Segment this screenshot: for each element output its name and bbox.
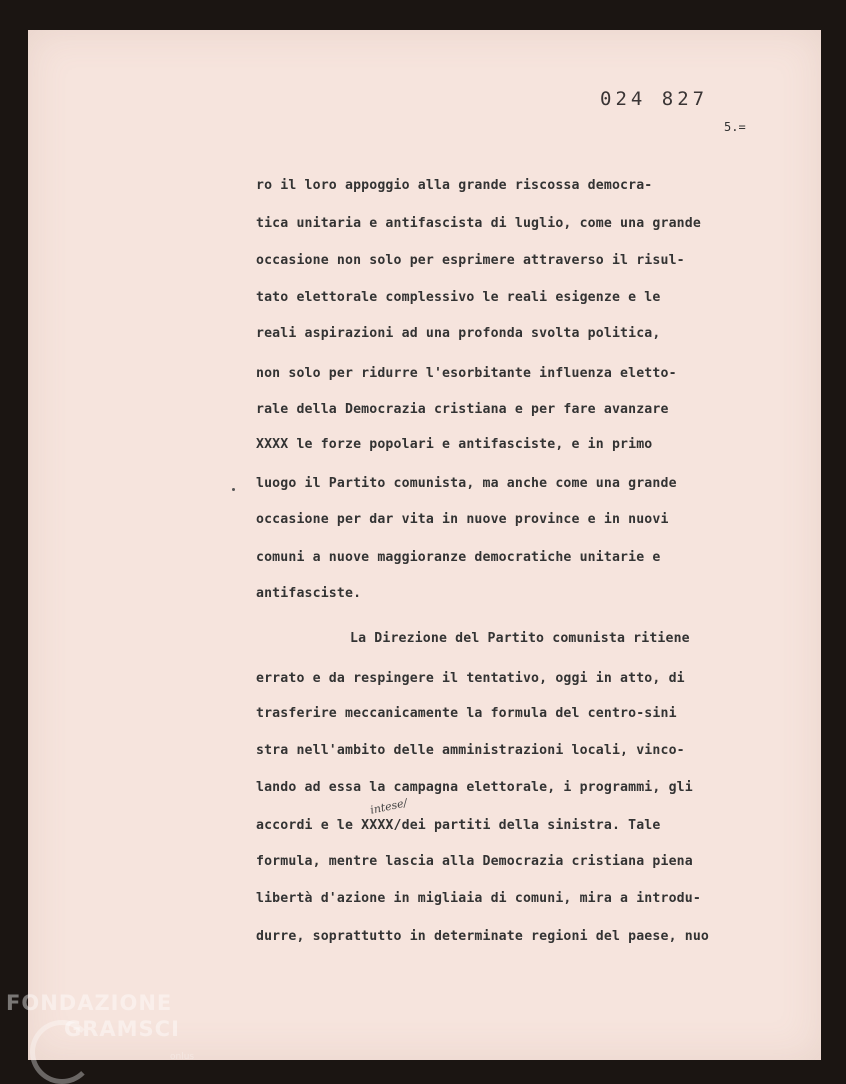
text-line: comuni a nuove maggioranze democratiche unitarie e [256,550,661,565]
text-line: formula, mentre lascia alla Democrazia cristiana piena [256,854,693,869]
text-line: La Direzione del Partito comunista ritiene [350,631,690,646]
text-line: accordi e le XXXX/dei partiti della sinistra. Tale [256,818,661,833]
text-line: occasione non solo per esprimere attraverso il risul- [256,253,685,268]
text-line: occasione per dar vita in nuove province e in nuovi [256,512,669,527]
text-line: libertà d'azione in migliaia di comuni, mira a introdu- [256,891,701,906]
text-line: rale della Democrazia cristiana e per fare avanzare [256,402,669,417]
text-line: reali aspirazioni ad una profonda svolta politica, [256,326,661,341]
watermark-line1: FONDAZIONE [6,991,173,1015]
text-line: luogo il Partito comunista, ma anche come una grande [256,476,677,491]
watermark [6,990,211,1042]
text-line: tica unitaria e antifascista di luglio, come una grande [256,216,701,231]
text-line: antifasciste. [256,586,362,601]
text-line: errato e da respingere il tentativo, oggi in atto, di [256,671,685,686]
text-line: tato elettorale complessivo le reali esigenze e le [256,290,661,305]
ink-dot [232,488,235,491]
handwritten-annotation: intese/ [369,796,409,817]
text-line: ro il loro appoggio alla grande riscossa democra- [256,178,653,193]
watermark-sub: onlus [170,1052,195,1062]
text-line: stra nell'ambito delle amministrazioni locali, vinco- [256,743,685,758]
text-line: durre, soprattutto in determinate regioni del paese, nuo [256,929,710,944]
text-line: XXXX le forze popolari e antifasciste, e in primo [256,437,653,452]
watermark-line2: GRAMSCI [64,1017,180,1041]
text-line: non solo per ridurre l'esorbitante influenza eletto- [256,366,677,381]
text-line: trasferire meccanicamente la formula del centro-sini [256,706,677,721]
page-number: 5.= [724,120,746,134]
text-line: lando ad essa la campagna elettorale, i programmi, gli [256,780,693,795]
document-number: 024 827 [600,88,709,110]
